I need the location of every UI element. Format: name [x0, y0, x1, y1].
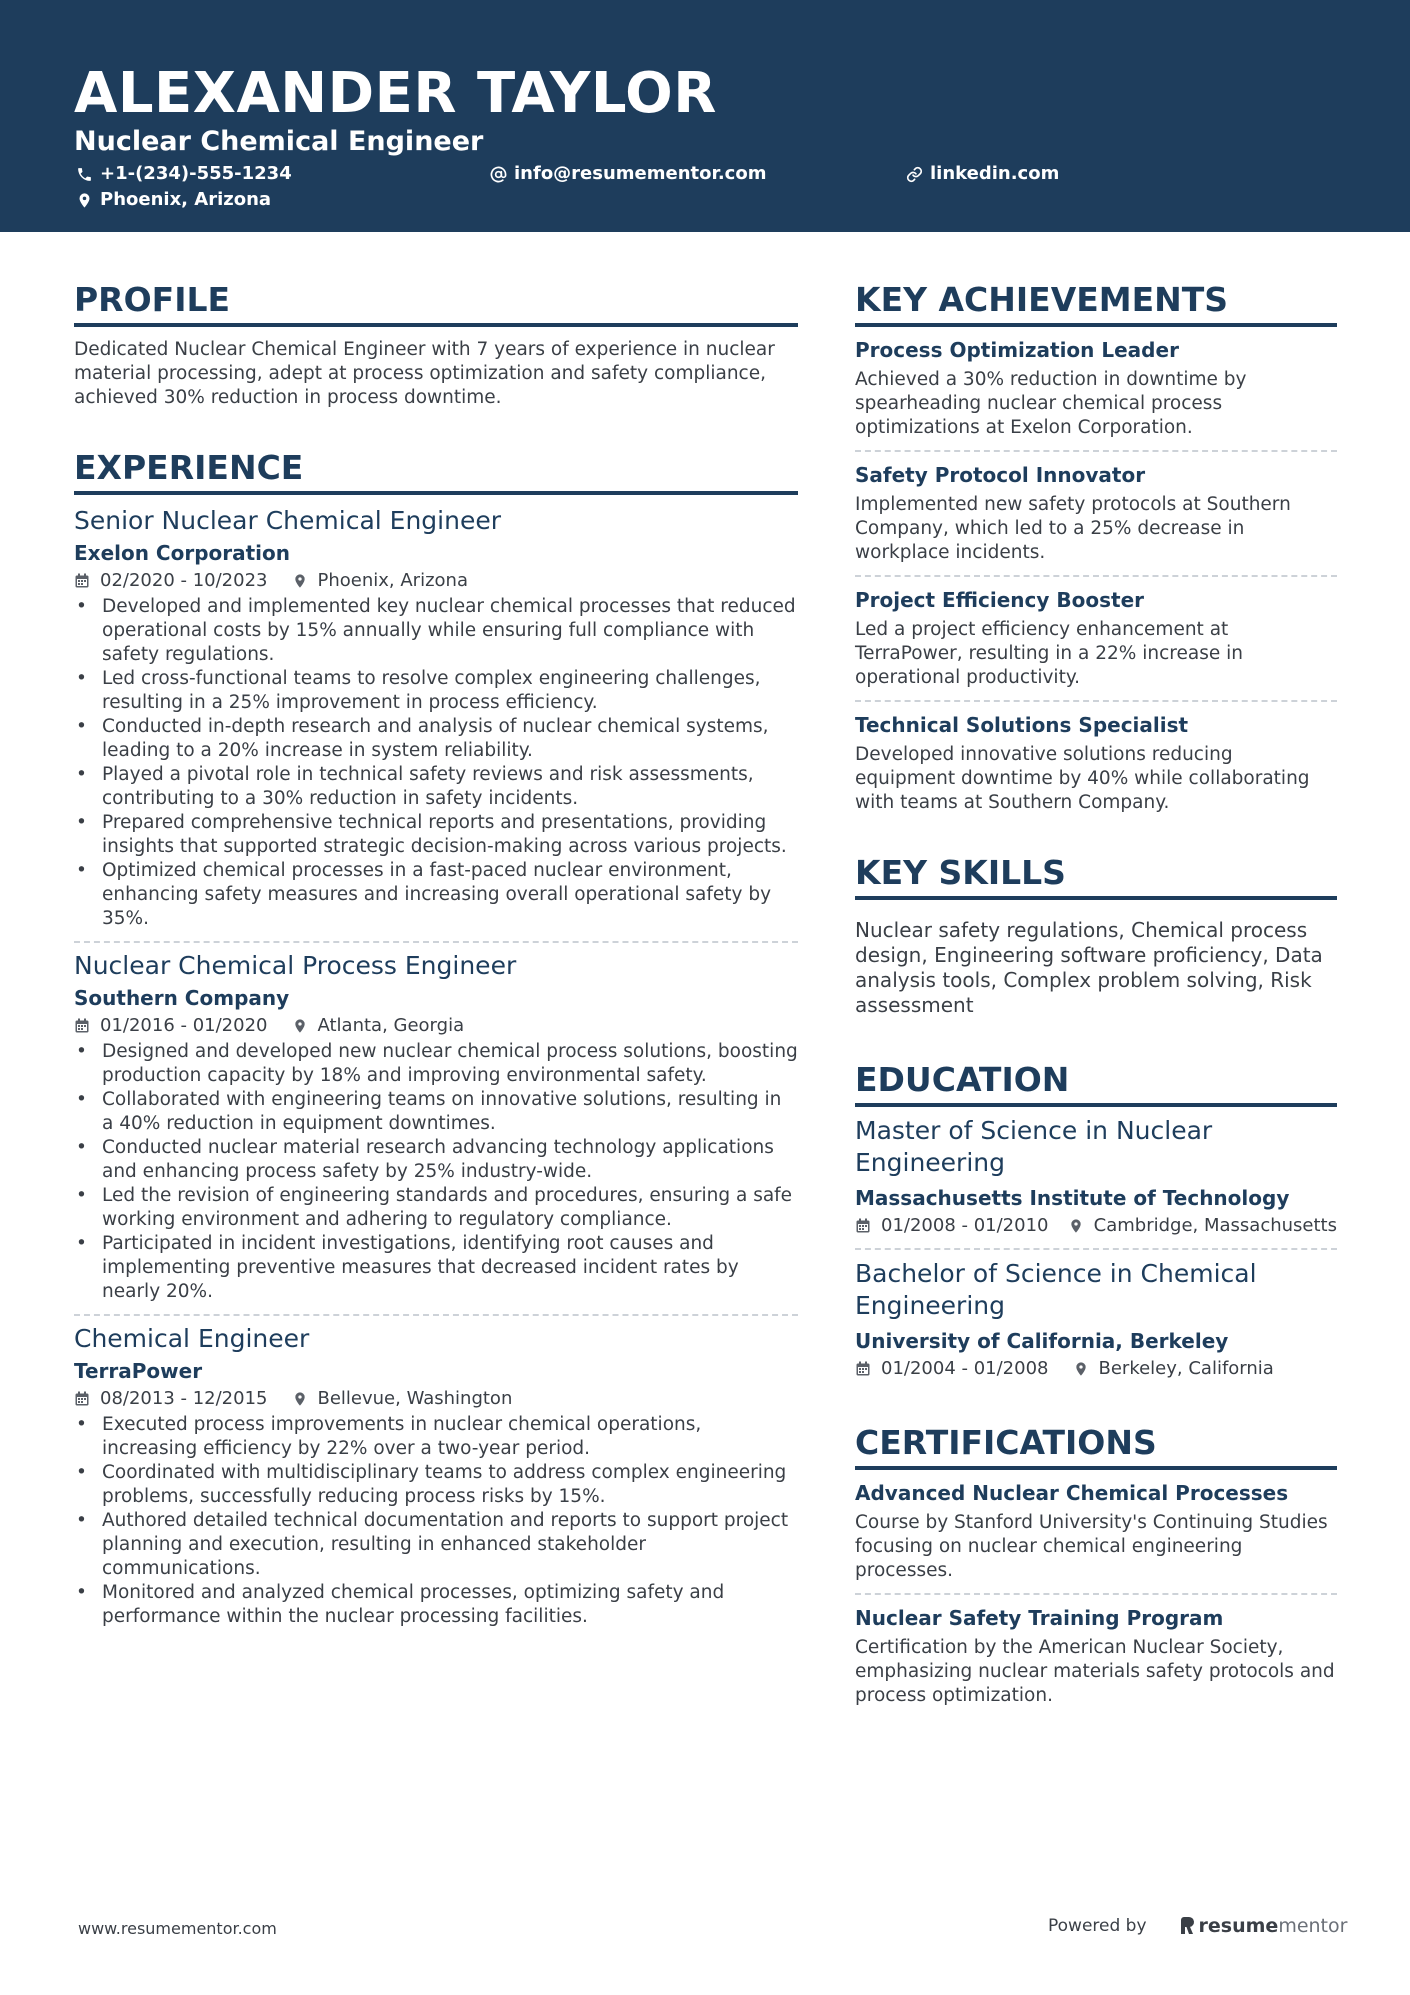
left-column: [74, 280, 798, 1629]
map-pin-icon: [292, 1391, 308, 1407]
entry-bullets: [74, 1413, 798, 1629]
education-location: Berkeley, California: [1098, 1358, 1274, 1379]
achievement-title: Safety Protocol Innovator: [855, 463, 1146, 487]
bullet-item: • Played a pivotal role in technical safety reviews and risk assessments, contributing to a 30% reduction in safety incidents.: [74, 763, 798, 811]
entry-divider: [74, 941, 798, 943]
education-entry: [855, 1115, 1337, 1238]
achievement-divider: [855, 575, 1337, 577]
education-degree: Master of Science in Nuclear Engineering: [855, 1116, 1213, 1177]
bullet-item: • Participated in incident investigations, identifying root causes and implementing preventive measures that decreased incident rates by nearly 20%.: [74, 1232, 798, 1304]
entry-job-title: Senior Nuclear Chemical Engineer: [74, 506, 502, 535]
map-pin-icon: [1068, 1218, 1084, 1234]
achievement-desc: Achieved a 30% reduction in downtime by spearheading nuclear chemical process optimizations at Exelon Corporation.: [855, 369, 1247, 438]
map-pin-icon: [1073, 1361, 1089, 1377]
section-title-certifications: CERTIFICATIONS: [855, 1423, 1337, 1470]
section-title-achievements: KEY ACHIEVEMENTS: [855, 280, 1337, 327]
bullet-item: • Monitored and analyzed chemical processes, optimizing safety and performance within the nuclear processing facilities.: [74, 1581, 798, 1629]
map-pin-icon: [292, 573, 308, 589]
education-school: University of California, Berkeley: [855, 1329, 1229, 1353]
entry-divider: [74, 1314, 798, 1316]
achievement-desc: Implemented new safety protocols at Southern Company, which led to a 25% decrease in workplace incidents.: [855, 494, 1291, 563]
entry-meta: [74, 1014, 798, 1038]
certification-item: [855, 1480, 1337, 1583]
experience-entry: [74, 1323, 798, 1629]
bullet-item: • Conducted in-depth research and analysis of nuclear chemical systems, leading to a 20% increase in system reliability.: [74, 715, 798, 763]
resumementor-logo-icon: [1179, 1916, 1195, 1936]
entry-meta: [74, 1387, 798, 1411]
bullet-item: • Authored detailed technical documentation and reports to support project planning and execution, resulting in enhanced stakeholder communications.: [74, 1509, 798, 1581]
calendar-icon: [855, 1361, 871, 1377]
right-column: [855, 280, 1337, 1708]
certification-divider: [855, 1593, 1337, 1595]
email-text: info@resumementor.com: [514, 163, 767, 184]
entry-job-title: Nuclear Chemical Process Engineer: [74, 951, 517, 980]
certification-title: Nuclear Safety Training Program: [855, 1606, 1224, 1630]
entry-company: TerraPower: [74, 1359, 203, 1383]
brand-name-light: mentor: [1278, 1915, 1348, 1937]
achievement-divider: [855, 700, 1337, 702]
contact-linkedin[interactable]: [906, 162, 1059, 186]
phone-text: +1-(234)-555-1234: [100, 163, 292, 184]
education-dates: 01/2004 - 01/2008: [881, 1358, 1049, 1379]
entry-location: Phoenix, Arizona: [317, 570, 468, 591]
calendar-icon: [74, 573, 90, 589]
education-meta: [855, 1214, 1337, 1238]
link-icon: [906, 166, 923, 183]
bullet-item: • Designed and developed new nuclear chemical process solutions, boosting production capacity by 18% and improving environmental safety.: [74, 1040, 798, 1088]
candidate-name: ALEXANDER TAYLOR: [74, 61, 717, 126]
achievement-item: [855, 462, 1337, 565]
certifications-section: [855, 1423, 1337, 1708]
map-pin-icon: [292, 1018, 308, 1034]
education-section: [855, 1060, 1337, 1381]
section-title-skills: KEY SKILLS: [855, 853, 1337, 900]
education-location: Cambridge, Massachusetts: [1093, 1215, 1337, 1236]
certification-desc: Certification by the American Nuclear Society, emphasizing nuclear materials safety protocols and process optimization.: [855, 1637, 1335, 1706]
entry-company: Southern Company: [74, 986, 290, 1010]
certification-desc: Course by Stanford University's Continuing Studies focusing on nuclear chemical engineering processes.: [855, 1512, 1328, 1581]
bullet-item: • Led cross-functional teams to resolve complex engineering challenges, resulting in a 25% improvement in process efficiency.: [74, 667, 798, 715]
achievement-title: Technical Solutions Specialist: [855, 713, 1189, 737]
certification-title: Advanced Nuclear Chemical Processes: [855, 1481, 1289, 1505]
entry-meta: [74, 569, 798, 593]
section-title-education: EDUCATION: [855, 1060, 1337, 1107]
section-title-experience: EXPERIENCE: [74, 448, 798, 495]
brand-name-bold: resume: [1198, 1915, 1279, 1937]
achievements-section: [855, 280, 1337, 815]
entry-dates: 08/2013 - 12/2015: [100, 1388, 268, 1409]
entry-dates: 01/2016 - 01/2020: [100, 1015, 268, 1036]
bullet-item: • Collaborated with engineering teams on innovative solutions, resulting in a 40% reduction in equipment downtimes.: [74, 1088, 798, 1136]
brand-logo[interactable]: [1179, 1915, 1348, 1937]
bullet-item: • Developed and implemented key nuclear chemical processes that reduced operational costs by 15% annually while ensuring full compliance with safety regulations.: [74, 595, 798, 667]
bullet-item: • Prepared comprehensive technical reports and presentations, providing insights that supported strategic decision-making across various projects.: [74, 811, 798, 859]
achievement-title: Project Efficiency Booster: [855, 588, 1145, 612]
skills-section: [855, 853, 1337, 1018]
bullet-item: • Led the revision of engineering standards and procedures, ensuring a safe working environment and adhering to regulatory compliance.: [74, 1184, 798, 1232]
job-title: Nuclear Chemical Engineer: [74, 126, 484, 157]
experience-entry: [74, 505, 798, 931]
linkedin-text: linkedin.com: [930, 163, 1060, 184]
achievement-item: [855, 712, 1337, 815]
education-school: Massachusetts Institute of Technology: [855, 1186, 1290, 1210]
calendar-icon: [855, 1218, 871, 1234]
entry-bullets: [74, 1040, 798, 1304]
entry-job-title: Chemical Engineer: [74, 1324, 310, 1353]
header: [0, 0, 1410, 232]
achievement-desc: Led a project efficiency enhancement at TerraPower, resulting in a 22% increase in operational productivity.: [855, 619, 1243, 688]
achievement-title: Process Optimization Leader: [855, 338, 1179, 362]
powered-by-text: Powered by: [1048, 1916, 1147, 1936]
achievement-desc: Developed innovative solutions reducing equipment downtime by 40% while collaborating with teams at Southern Company.: [855, 744, 1310, 813]
achievement-item: [855, 337, 1337, 440]
footer-website-link[interactable]: www.resumementor.com: [78, 1919, 277, 1938]
education-divider: [855, 1248, 1337, 1250]
achievement-divider: [855, 450, 1337, 452]
calendar-icon: [74, 1018, 90, 1034]
entry-company: Exelon Corporation: [74, 541, 291, 565]
profile-section: [74, 280, 798, 410]
contact-phone[interactable]: [76, 162, 292, 186]
entry-bullets: [74, 595, 798, 931]
calendar-icon: [74, 1391, 90, 1407]
contact-email[interactable]: [490, 162, 766, 186]
section-title-profile: PROFILE: [74, 280, 798, 327]
achievement-item: [855, 587, 1337, 690]
certification-item: [855, 1605, 1337, 1708]
at-icon: [490, 166, 507, 183]
contact-location: [76, 188, 271, 212]
location-text: Phoenix, Arizona: [100, 189, 272, 210]
education-degree: Bachelor of Science in Chemical Engineering: [855, 1259, 1257, 1320]
entry-location: Bellevue, Washington: [317, 1388, 513, 1409]
experience-entry: [74, 950, 798, 1304]
bullet-item: • Executed process improvements in nuclear chemical operations, increasing efficiency by 22% over a two-year period.: [74, 1413, 798, 1461]
footer-powered-by: [1048, 1915, 1347, 1937]
map-pin-icon: [76, 192, 93, 209]
profile-text: Dedicated Nuclear Chemical Engineer with 7 years of experience in nuclear material processing, adept at process optimization and safety compliance, achieved 30% reduction in process downtime.: [74, 339, 775, 408]
entry-dates: 02/2020 - 10/2023: [100, 570, 268, 591]
education-entry: [855, 1258, 1337, 1381]
bullet-item: • Optimized chemical processes in a fast-paced nuclear environment, enhancing safety measures and increasing overall operational safety by 35%.: [74, 859, 798, 931]
education-dates: 01/2008 - 01/2010: [881, 1215, 1049, 1236]
bullet-item: • Coordinated with multidisciplinary teams to address complex engineering problems, successfully reducing process risks by 15%.: [74, 1461, 798, 1509]
skills-text: Nuclear safety regulations, Chemical process design, Engineering software proficiency, Data analysis tools, Complex problem solving, Risk assessment: [855, 918, 1323, 1017]
phone-icon: [76, 166, 93, 183]
experience-section: [74, 448, 798, 1629]
bullet-item: • Conducted nuclear material research advancing technology applications and enhancing process safety by 25% industry-wide.: [74, 1136, 798, 1184]
entry-location: Atlanta, Georgia: [317, 1015, 465, 1036]
education-meta: [855, 1357, 1337, 1381]
